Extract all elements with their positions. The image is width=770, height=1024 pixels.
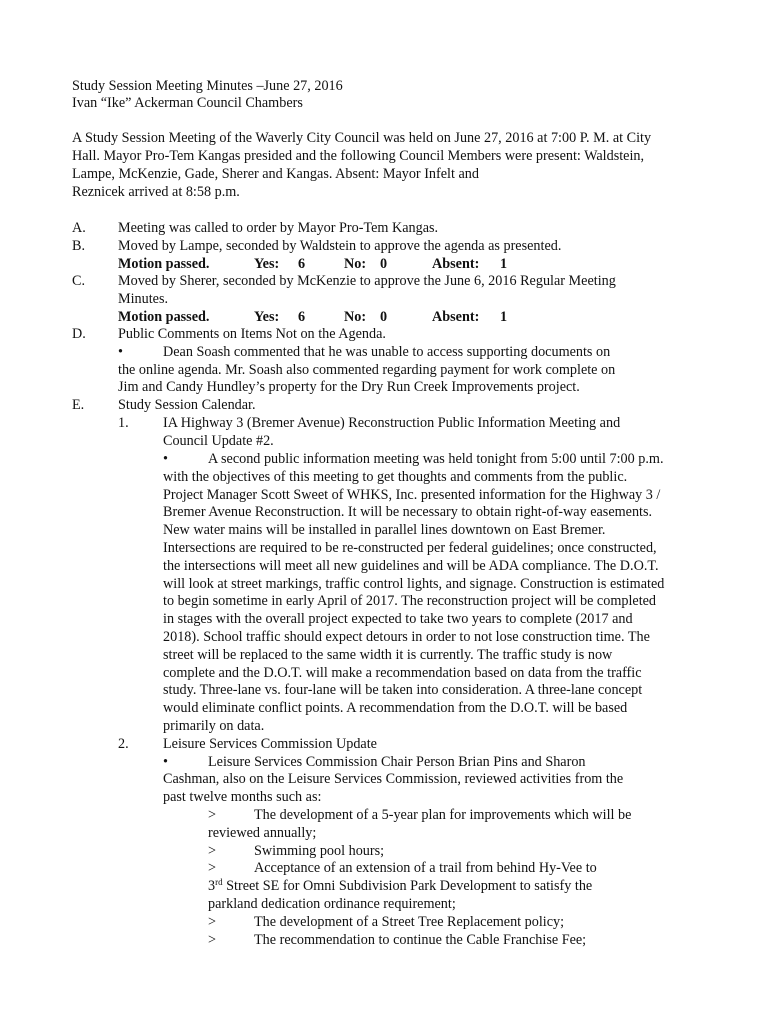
paragraph-line: to begin sometime in early April of 2017. The reconstruction project will be completed (163, 593, 657, 609)
subitem-title: Council Update #2. (163, 433, 274, 449)
paragraph-line: A second public information meeting was held tonight from 5:00 until 7:00 p.m. (208, 451, 664, 467)
list-item: The recommendation to continue the Cable Franchise Fee; (254, 932, 587, 948)
meeting-location: Ivan “Ike” Ackerman Council Chambers (72, 95, 303, 111)
no-count: 0 (380, 256, 388, 272)
bullet: • (118, 344, 123, 360)
subitem-number: 1. (118, 415, 129, 431)
yes-label: Yes: (254, 309, 280, 325)
paragraph-line: will look at street markings, traffic control lights, and signage. Construction is estimated (163, 576, 665, 592)
list-item: The development of a Street Tree Replacement policy; (254, 914, 565, 930)
item-c-text: Moved by Sherer, seconded by McKenzie to approve the June 6, 2016 Regular Meeting (118, 273, 616, 289)
list-item-continuation: parkland dedication ordinance requirement; (208, 896, 456, 912)
intro-line: Reznicek arrived at 8:58 p.m. (72, 184, 240, 200)
ordinal-number: 3 (208, 878, 216, 894)
absent-count: 1 (500, 309, 508, 325)
list-item-continuation: reviewed annually; (208, 825, 317, 841)
motion-record (118, 255, 507, 273)
paragraph-line: complete and the D.O.T. will make a recommendation based on data from the traffic (163, 665, 642, 681)
item-a-text: Meeting was called to order by Mayor Pro-Tem Kangas. (118, 220, 439, 236)
ordinal-suffix: rd (215, 877, 223, 887)
yes-count: 6 (298, 309, 306, 325)
list-item: Acceptance of an extension of a trail from behind Hy-Vee to (254, 860, 597, 876)
yes-label: Yes: (254, 256, 280, 272)
item-d-text: Public Comments on Items Not on the Agenda. (118, 326, 386, 342)
paragraph-line: Leisure Services Commission Chair Person Brian Pins and Sharon (208, 754, 586, 770)
motion-passed-label: Motion passed. (118, 309, 210, 325)
no-label: No: (344, 256, 367, 272)
paragraph-line: would eliminate conflict points. A recommendation from the D.O.T. will be based (163, 700, 628, 716)
paragraph-line: in stages with the overall project expected to take two years to complete (2017 and (163, 611, 633, 627)
public-comment-text: the online agenda. Mr. Soash also commented regarding payment for work complete on (118, 362, 616, 378)
absent-label: Absent: (432, 309, 480, 325)
paragraph-line: Project Manager Scott Sweet of WHKS, Inc. presented information for the Highway 3 / (163, 487, 661, 503)
item-c-text: Minutes. (118, 291, 169, 307)
intro-line: Lampe, McKenzie, Gade, Sherer and Kangas. Absent: Mayor Infelt and (72, 166, 479, 182)
item-marker-c: C. (72, 273, 86, 289)
document-title: Study Session Meeting Minutes –June 27, 2016 (72, 78, 343, 94)
motion-passed-label: Motion passed. (118, 256, 210, 272)
list-marker: > (208, 914, 217, 930)
paragraph-line: study. Three-lane vs. four-lane will be taken into consideration. A three-lane concept (163, 682, 643, 698)
paragraph-line: Intersections are required to be re-constructed per federal guidelines; once constructed, (163, 540, 657, 556)
subitem-title: IA Highway 3 (Bremer Avenue) Reconstruction Public Information Meeting and (163, 415, 621, 431)
list-marker: > (208, 860, 217, 876)
bullet: • (163, 451, 168, 467)
list-item: The development of a 5-year plan for improvements which will be (254, 807, 632, 823)
public-comment-text: Dean Soash commented that he was unable to access supporting documents on (163, 344, 611, 360)
list-item: Swimming pool hours; (254, 843, 385, 859)
no-count: 0 (380, 309, 388, 325)
subitem-title: Leisure Services Commission Update (163, 736, 377, 752)
paragraph-line: Cashman, also on the Leisure Services Commission, reviewed activities from the (163, 771, 624, 787)
list-item-continuation (208, 877, 592, 895)
paragraph-line: 2018). School traffic should expect detours in order to not lose construction time. The (163, 629, 650, 645)
intro-line: A Study Session Meeting of the Waverly City Council was held on June 27, 2016 at 7:00 P. M. at City (72, 130, 652, 146)
intro-line: Hall. Mayor Pro-Tem Kangas presided and the following Council Members were present: Waldstein, (72, 148, 645, 164)
paragraph-line: street will be replaced to the same width it is currently. The traffic study is now (163, 647, 613, 663)
item-marker-e: E. (72, 397, 85, 413)
item-marker-b: B. (72, 238, 86, 254)
list-marker: > (208, 843, 217, 859)
yes-count: 6 (298, 256, 306, 272)
item-marker-d: D. (72, 326, 86, 342)
paragraph-line: Bremer Avenue Reconstruction. It will be necessary to obtain right-of-way easements. (163, 504, 653, 520)
paragraph-line: past twelve months such as: (163, 789, 322, 805)
list-marker: > (208, 932, 217, 948)
bullet: • (163, 754, 168, 770)
list-marker: > (208, 807, 217, 823)
no-label: No: (344, 309, 367, 325)
item-marker-a: A. (72, 220, 86, 236)
item-b-text: Moved by Lampe, seconded by Waldstein to approve the agenda as presented. (118, 238, 562, 254)
absent-count: 1 (500, 256, 508, 272)
motion-record (118, 308, 507, 326)
list-item-continuation-text: Street SE for Omni Subdivision Park Development to satisfy the (222, 878, 593, 894)
item-e-text: Study Session Calendar. (118, 397, 256, 413)
subitem-number: 2. (118, 736, 129, 752)
absent-label: Absent: (432, 256, 480, 272)
paragraph-line: with the objectives of this meeting to get thoughts and comments from the public. (163, 469, 628, 485)
paragraph-line: New water mains will be installed in parallel lines downtown on East Bremer. (163, 522, 606, 538)
paragraph-line: the intersections will meet all new guidelines and will be ADA compliance. The D.O.T. (163, 558, 659, 574)
paragraph-line: primarily on data. (163, 718, 265, 734)
public-comment-text: Jim and Candy Hundley’s property for the Dry Run Creek Improvements project. (118, 379, 580, 395)
